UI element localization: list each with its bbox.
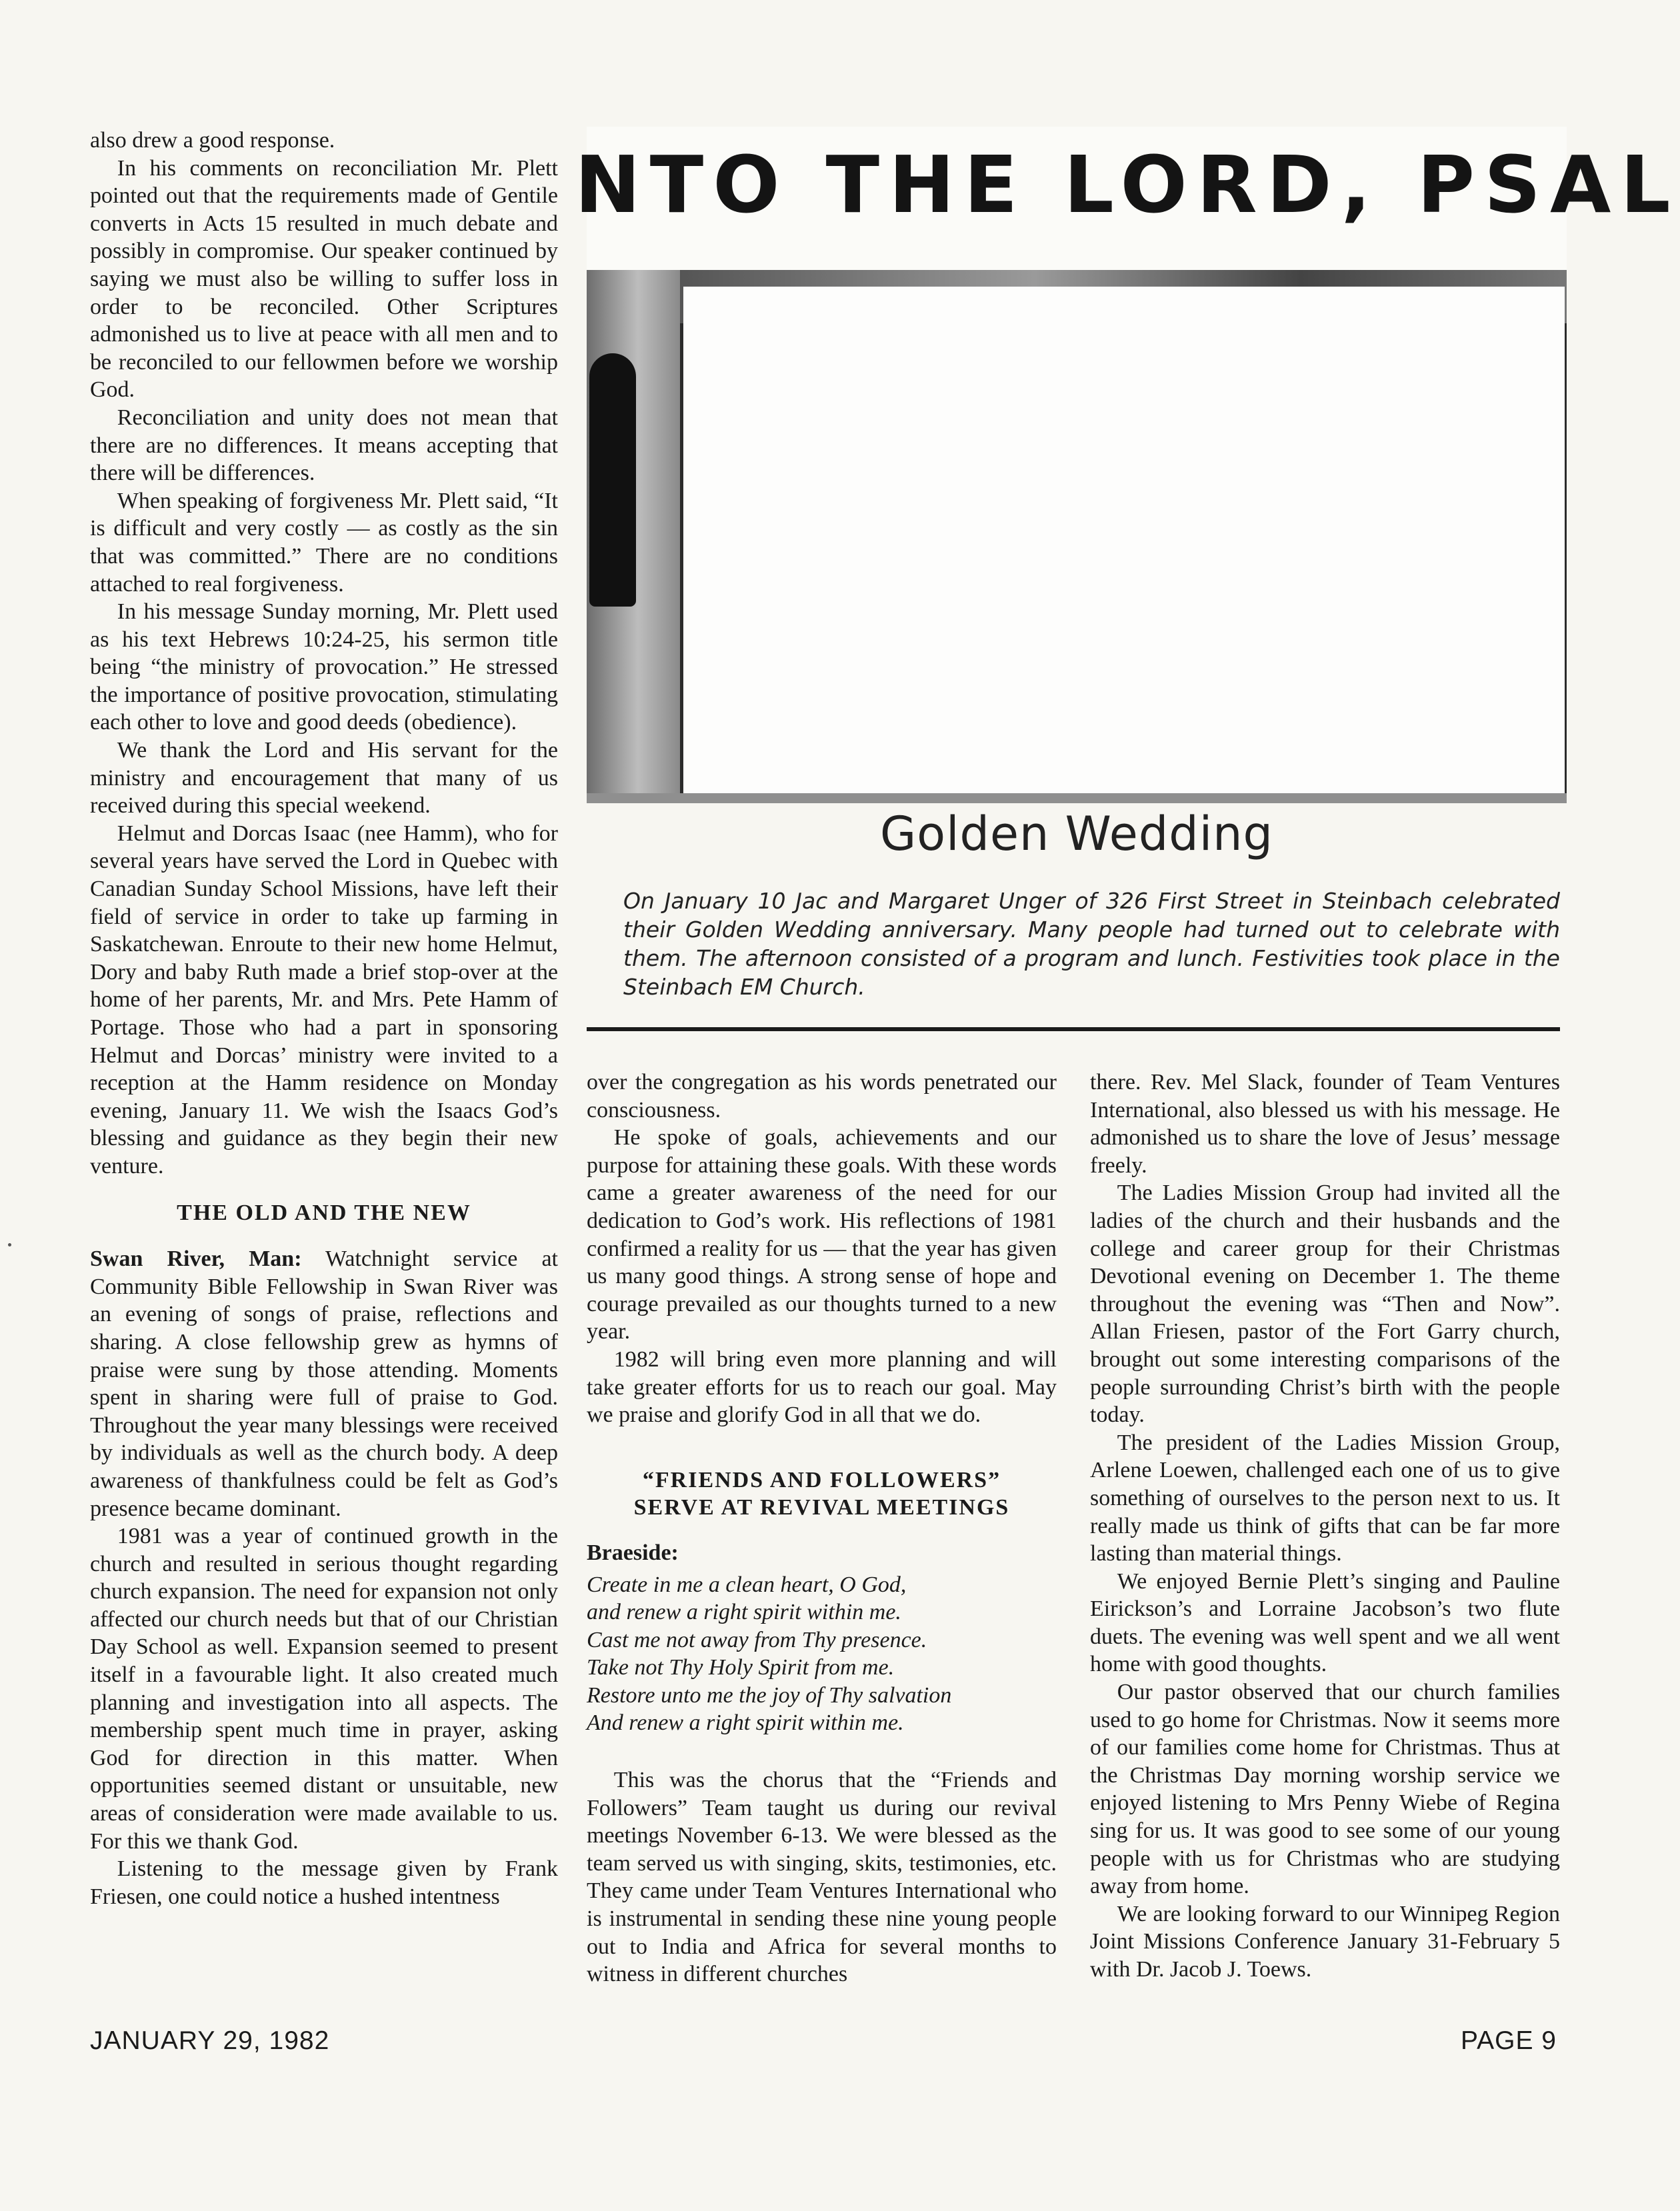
section-heading-friends: “FRIENDS AND FOLLOWERS” (642, 1467, 1001, 1492)
paragraph (90, 1245, 558, 1522)
poem-line: Restore unto me the joy of Thy salvation (587, 1682, 952, 1708)
caption-title: Golden Wedding (880, 807, 1273, 861)
paragraph: This was the chorus that the “Friends and Followers” Team taught us during our revival meetings November 6-13. We were blessed as the team served us with singing, skits, testimonies, etc. They came under Team Ventures International who is instrumental in sending these nine young people out to India and Africa for several months to witness in different churches (587, 1768, 1057, 1987)
paragraph: When speaking of forgiveness Mr. Plett said, “It is difficult and very costly — as costly as the sin that was committed.” There are no conditions attached to real forgiveness. (90, 488, 558, 597)
poem-line: Create in me a clean heart, O God, (587, 1572, 907, 1597)
paragraph: We thank the Lord and His servant for the ministry and encouragement that many of us received during this special weekend. (90, 738, 558, 819)
paragraph-text: Watchnight service at Community Bible Fellowship in Swan River was an evening of songs of praise, reflections and sharing. A close fellowship grew as hymns of praise were sung by those attending. Moments spent in sharing were full of praise to God. Throughout the year many blessings were received by individuals as well as the church body. A deep awareness of thankfulness could be felt as God’s presence became dominant. (90, 1246, 558, 1521)
paragraph: In his message Sunday morning, Mr. Plett used as his text Hebrews 10:24-25, his sermon title being “the ministry of provocation.” He stressed the importance of positive provocation, stimulating each other to love and good deeds (obedience). (90, 599, 558, 735)
paragraph: The Ladies Mission Group had invited all the ladies of the church and their husbands and the college and career group for their Christmas Devotional evening on December 1. The theme throughout the evening was “Then and Now”. Allan Friesen, pastor of the Fort Garry church, brought out some interesting comparisons of the people surrounding Christ’s birth with the people today. (1090, 1180, 1560, 1428)
paragraph: Listening to the message given by Frank Friesen, one could notice a hushed intentness (90, 1856, 558, 1909)
golden-wedding-photo (575, 127, 1680, 803)
caption-body: On January 10 Jac and Margaret Unger of 326 First Street in Steinbach celebrated their Golden Wedding anniversary. Many people had turned out to celebrate with them. The afternoon consisted of a program and lunch. Festivities took place in the Steinbach EM Church. (623, 888, 1560, 1000)
paragraph: He spoke of goals, achievements and our purpose for attaining these goals. With these words came a greater awareness of the need for our dedication to God’s work. His reflections of 1981 confirmed a reality for us — that the year has given us many good things. A strong sense of hope and courage prevailed as our thoughts turned to a new year. (587, 1125, 1057, 1344)
paragraph: We are looking forward to our Winnipeg Region Joint Missions Conference January 31-February 5 with Dr. Jacob J. Toews. (1090, 1901, 1560, 1982)
middle-column (587, 1069, 1057, 1988)
paragraph: Reconciliation and unity does not mean that there are no differences. It means accepting that there will be differences. (90, 405, 558, 486)
poem-line: And renew a right spirit within me. (587, 1710, 904, 1736)
paragraph: over the congregation as his words penetrated our consciousness. (587, 1070, 1057, 1122)
photo-figure-silhouette (589, 353, 636, 607)
paragraph: also drew a good response. (90, 128, 335, 153)
paragraph: there. Rev. Mel Slack, founder of Team Ventures International, also blessed us with his message. He admonished us to share the love of Jesus’ message freely. (1090, 1070, 1560, 1178)
poem-line: and renew a right spirit within me. (587, 1600, 901, 1625)
print-speck (8, 1243, 11, 1246)
paragraph: Our pastor observed that our church families used to go home for Christmas. Now it seems more of our families come home for Christmas. Thus at the Christmas Day morning worship service we enjoyed listening to Mrs Penny Wiebe of Regina sing for us. It was good to see some of our young people with us for Christmas who are studying away from home. (1090, 1680, 1560, 1899)
left-column (90, 127, 558, 1910)
poem-line: Take not Thy Holy Spirit from me. (587, 1655, 895, 1680)
dateline: Swan River, Man: (90, 1246, 302, 1272)
section-heading-old-and-new: THE OLD AND THE NEW (177, 1200, 471, 1225)
paragraph: The president of the Ladies Mission Group, Arlene Loewen, challenged each one of us to give something of ourselves to the person next to us. It really made us think of gifts that can be far more lasting than material things. (1090, 1430, 1560, 1566)
paragraph: 1981 was a year of continued growth in the church and resulted in serious thought regarding church expansion. The need for expansion not only affected our church needs but that of our Christian Day School as well. Expansion seemed to present itself in a favourable light. It also created much planning and investigation into all aspects. The membership spent much time in prayer, asking God for direction in this matter. When opportunities seemed distant or unsuitable, new areas of consideration were made available to us. For this we thank God. (90, 1524, 558, 1854)
photo-blank-area (683, 287, 1565, 803)
paragraph: Helmut and Dorcas Isaac (nee Hamm), who for several years have served the Lord in Quebec with Canadian Sunday School Missions, have left their field of service in order to take up farming in Saskatchewan. Enroute to their new home Helmut, Dory and baby Ruth made a brief stop-over at the home of her parents, Mr. and Mrs. Pete Hamm of Portage. Those who had a part in sponsoring Helmut and Dorcas’ ministry were invited to a reception at the Hamm residence on Monday evening, January 11. We wish the Isaacs God’s blessing and guidance as they begin their new venture. (90, 821, 558, 1178)
footer-date: JANUARY 29, 1982 (90, 2026, 330, 2055)
photo-bottom-edge (587, 793, 1567, 803)
paragraph: We enjoyed Bernie Plett’s singing and Pauline Eirickson’s and Lorraine Jacobson’s two flute duets. The evening was well spent and we all went home with good thoughts. (1090, 1568, 1560, 1677)
page-number: PAGE 9 (1460, 2026, 1557, 2055)
right-column (1090, 1069, 1560, 1984)
paragraph: 1982 will bring even more planning and will take greater efforts for us to reach our goal. May we praise and glorify God in all that we do. (587, 1346, 1057, 1428)
divider-rule (587, 1027, 1560, 1031)
banner (575, 127, 1680, 270)
poem (587, 1571, 1057, 1738)
paragraph: In his comments on reconciliation Mr. Plett pointed out that the requirements made of Gentile converts in Acts 15 resulted in much debate and possibly in compromise. Our speaker continued by saying we must also be willing to suffer loss in order to be reconciled. Other Scriptures admonished us to live at peace with all men and to be reconciled to our fellowmen before we worship God. (90, 155, 558, 403)
section-heading-friends-line2: SERVE AT REVIVAL MEETINGS (633, 1495, 1010, 1520)
banner-text: NTO THE LORD, PSAL (575, 139, 1680, 231)
dateline: Braeside: (587, 1540, 679, 1565)
poem-line: Cast me not away from Thy presence. (587, 1627, 927, 1652)
